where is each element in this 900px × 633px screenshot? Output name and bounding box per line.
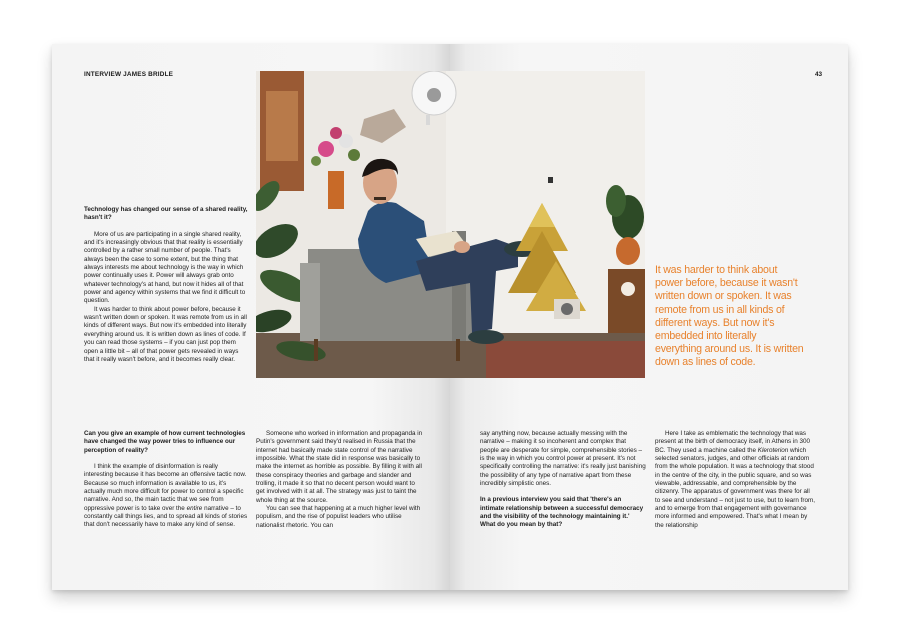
body-paragraph [655, 430, 815, 530]
body-text: which selected senators, judges, and other officials at random from the whole population. It was a technology that stood in the centre of the city, in the public square, and so was viewable, addressable, and comprehensible by the citizenry. The apparatus of government was there for all to see and understand – not just to use, but to learn from, and to emerge from that engagement with governance more informed and empowered. That's what I mean by the relationship [655, 446, 815, 529]
column-2 [256, 430, 424, 530]
body-text: narrative – to constantly call things lies, and to spread all kinds of stories that don't necessarily have to make any kind of sense. [84, 504, 248, 529]
pull-quote: It was harder to think about power before, because it wasn't written down or spoken. It was remote from us in all kinds of different ways. But now it's embedded into literally everything around us. It is written down as lines of code. [655, 264, 804, 369]
body-paragraph: It was harder to think about power before, because it wasn't written down or spoken. It was remote from us in all kinds of different ways. But now it's embedded into literally everything around us. It is written down as lines of code. If you can read those systems – if you can just pop them open a little bit – all of that power gets revealed in ways that it really wasn't before, and it becomes really clear. [84, 305, 247, 363]
column-1-lower [84, 430, 248, 530]
column-1 [84, 206, 248, 364]
emphasis-text: entire [186, 504, 203, 512]
body-paragraph: Someone who worked in information and propaganda in Putin's government said they'd realised in Russia that the internet had basically made state control of the narrative impossible. What the state did in response was basically to make the internet as horrible as possible. By filling it with all these conspiracy theories and garbage and slander and trolling, it made it so that no decent person would want to get involved with it at all. The strategy was just to taint the whole thing at the source. [256, 430, 423, 504]
portrait-photo [256, 71, 645, 378]
body-paragraph: say anything now, because actually messing with the narrative – making it so incoherent and complex that people are desperate for simple, comprehensible stories – is the way in which you control power at present. It's not specifically controlling the narrative: it's really just banishing the possibility of any type of narrative apart from these incredibly simplistic ones. [480, 430, 646, 488]
interview-question: Can you give an example of how current technologies have changed the way power tries to influence our perception of reality? [84, 430, 246, 454]
interview-question: Technology has changed our sense of a shared reality, hasn't it? [84, 206, 248, 222]
interview-question: In a previous interview you said that 'there's an intimate relationship between a successful democracy and the visibility of the technology maintaining it.' What do you mean by that? [480, 496, 644, 529]
page-number: 43 [815, 71, 823, 78]
column-4 [655, 430, 815, 530]
portrait-illustration [256, 71, 645, 378]
body-paragraph [84, 463, 248, 530]
running-head: INTERVIEW JAMES BRIDLE [84, 71, 174, 78]
column-3 [480, 430, 646, 530]
body-paragraph: More of us are participating in a single shared reality, and it's increasingly obvious that that reality is essentially controlled by a rather small number of people. That's always been the case to some extent, but the thing that always interests me about technology is the way in which power continually uses it. Power will always grab onto whatever technology's at hand, but now it hides all of that power and agency within systems that we find it difficult to question. [84, 230, 246, 305]
body-text: Here I take as emblematic the technology that was present at the birth of democracy itself, in Athens in 300 BC. They used a machine called the [655, 430, 811, 454]
emphasis-text: Kleroterion [757, 446, 789, 454]
body-paragraph: You can see that happening at a much higher level with populism, and the rise of populist leaders who utilise nationalist rhetoric. You can [256, 505, 421, 529]
body-text: I think the example of disinformation is really interesting because it has become an offensive tactic now. Because so much information is available to us, it's actually much more difficult for power to control a specific narrative. And so, the main tactic that we see from oppressive power is to take over the [84, 463, 247, 512]
